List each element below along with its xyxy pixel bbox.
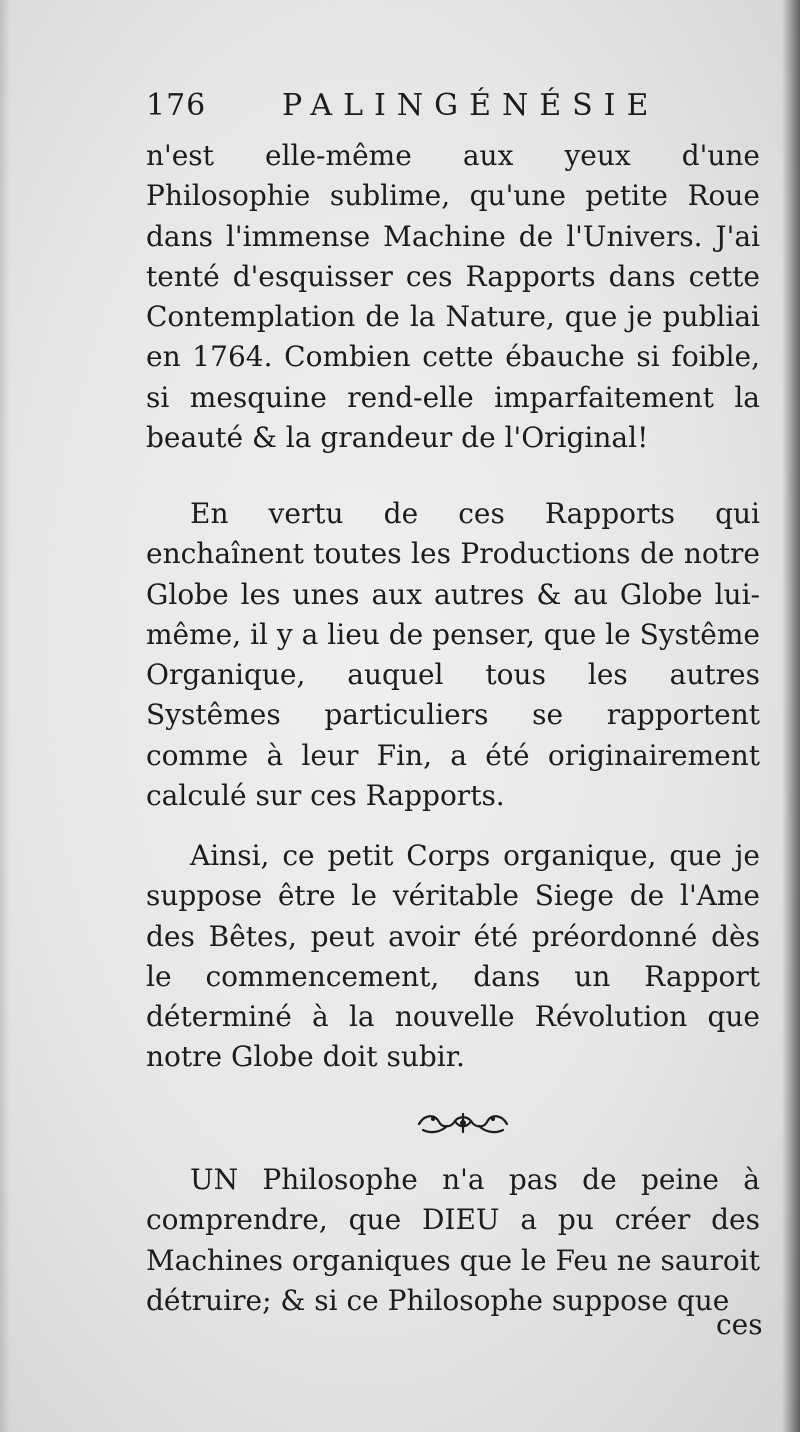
page-edge-shadow [782,0,800,1432]
paragraph-philosophe [146,1160,760,1321]
fleuron-ornament-icon [413,1108,513,1138]
page-gutter-shadow [0,0,10,1432]
paragraph-text: n'est elle-même aux yeux d'une Philosophie sublime, qu'une petite Roue dans l'immense Machine de l'Univers. J'ai tenté d'esquisser ces Rapports dans cette Contemplation de la Nature, que je publiai en 1764. Combien cette ébauche si foible, si mesquine rend-elle imparfaitement la beauté & la grandeur de l'Original! [146,139,760,455]
paragraph-text: UN Philosophe n'a pas de peine à comprendre, que DIEU a pu créer des Machines organiques que le Feu ne sauroit détruire; & si ce Philosophe suppose que [146,1163,760,1317]
paragraph-rapports [146,494,760,816]
page-number: 176 [146,88,207,123]
paragraph-continuation [146,136,760,458]
catchword: ces [716,1308,763,1341]
page-header [146,88,758,128]
paragraph-text: Ainsi, ce petit Corps organique, que je suppose être le véritable Siege de l'Ame des Bêtes, peut avoir été préordonné dès le commencement, dans un Rapport déterminé à la nouvelle Révolution que notre Globe doit subir. [146,839,760,1074]
running-title: PALINGÉNÉSIE [282,88,660,123]
paragraph-ainsi [146,836,760,1078]
paragraph-text: En vertu de ces Rapports qui enchaînent toutes les Productions de notre Globe les unes aux autres & au Globe lui-même, il y a lieu de penser, que le Systême Organique, auquel tous les autres Systêmes particuliers se rapportent comme à leur Fin, a été originairement calculé sur ces Rapports. [146,497,760,813]
